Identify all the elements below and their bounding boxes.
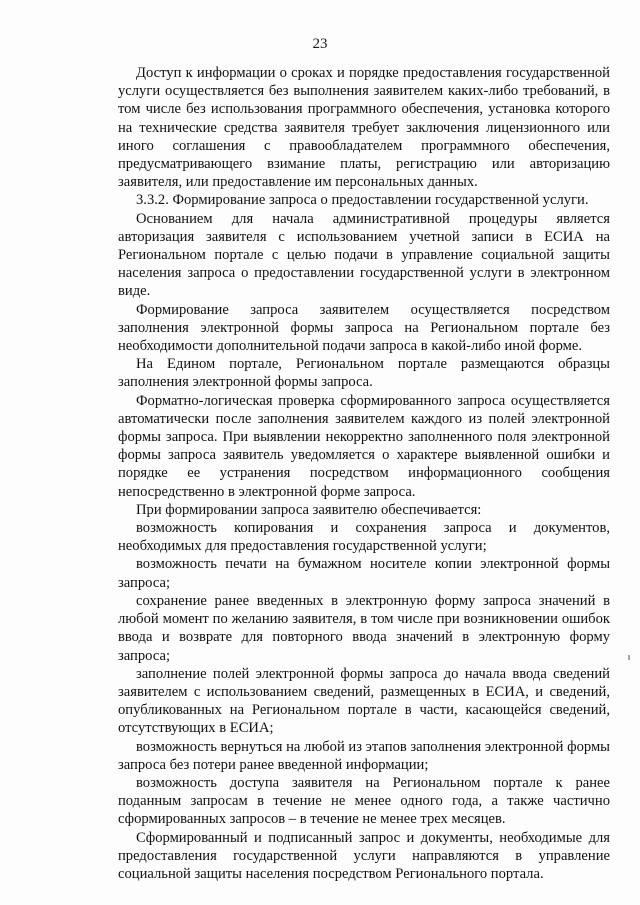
- list-item-copy-save: возможность копирования и сохранения запроса и документов, необходимых для предоставления государственной услуги;: [118, 520, 610, 555]
- paragraph-provided-intro: При формировании запроса заявителю обеспечивается:: [136, 501, 482, 518]
- paragraph-basis: Основанием для начала административной процедуры является авторизация заявителя с использованием учетной записи в ЕСИА на Региональном портале с целью подачи в управление социальной защиты населения запроса о предоставлении государственной услуги в электронном виде.: [118, 210, 610, 300]
- section-heading-3-3-2: 3.3.2. Формирование запроса о предоставлении государственной услуги.: [136, 192, 589, 209]
- document-body: [118, 64, 610, 883]
- list-item-print: возможность печати на бумажном носителе копии электронной формы запроса;: [118, 556, 610, 591]
- list-item-autofill: заполнение полей электронной формы запроса до начала ввода сведений заявителем с использованием сведений, размещенных в ЕСИА, и сведений, опубликованных на Региональном портале в части, касающейся сведений, отсутствующих в ЕСИА;: [118, 665, 610, 737]
- paragraph-format-check: Форматно-логическая проверка сформированного запроса осуществляется автоматически после заполнения заявителем каждого из полей электронной формы запроса. При выявлении некорректно заполненного поля электронной формы запроса заявитель уведомляется о характере выявленной ошибки и порядке ее устранения посредством информационного сообщения непосредственно в электронной форме запроса.: [118, 392, 610, 500]
- paragraph-access-info: Доступ к информации о сроках и порядке предоставления государственной услуги осуществляется без выполнения заявителем каких-либо требований, в том числе без использования программного обеспечения, установка которого на технические средства заявителя требует заключения лицензионного или иного соглашения с правообладателем программного обеспечения, предусматривающего взимание платы, регистрацию или авторизацию заявителя, или предоставление им персональных данных.: [118, 65, 610, 191]
- list-item-save-values: сохранение ранее введенных в электронную форму запроса значений в любой момент по желанию заявителя, в том числе при возникновении ошибок ввода и возврате для повторного ввода значений в электронную форму запроса;: [118, 592, 610, 664]
- paragraph-forming-request: Формирование запроса заявителем осуществляется посредством заполнения электронной формы запроса на Региональном портале без необходимости дополнительной подачи запроса в какой-либо иной форме.: [118, 301, 610, 355]
- paragraph-samples: На Едином портале, Региональном портале размещаются образцы заполнения электронной формы запроса.: [118, 356, 610, 391]
- paragraph-submission: Сформированный и подписанный запрос и документы, необходимые для предоставления государственной услуги направляются в управление социальной защиты населения посредством Регионального портала.: [118, 829, 610, 882]
- page-number: 23: [312, 36, 328, 52]
- list-item-access-history: возможность доступа заявителя на Региональном портале к ранее поданным запросам в течение не менее одного года, а также частично сформированных запросов – в течение не менее трех месяцев.: [118, 774, 610, 828]
- list-item-return-step: возможность вернуться на любой из этапов заполнения электронной формы запроса без потери ранее введенной информации;: [118, 738, 610, 773]
- scan-artifact: [628, 655, 630, 660]
